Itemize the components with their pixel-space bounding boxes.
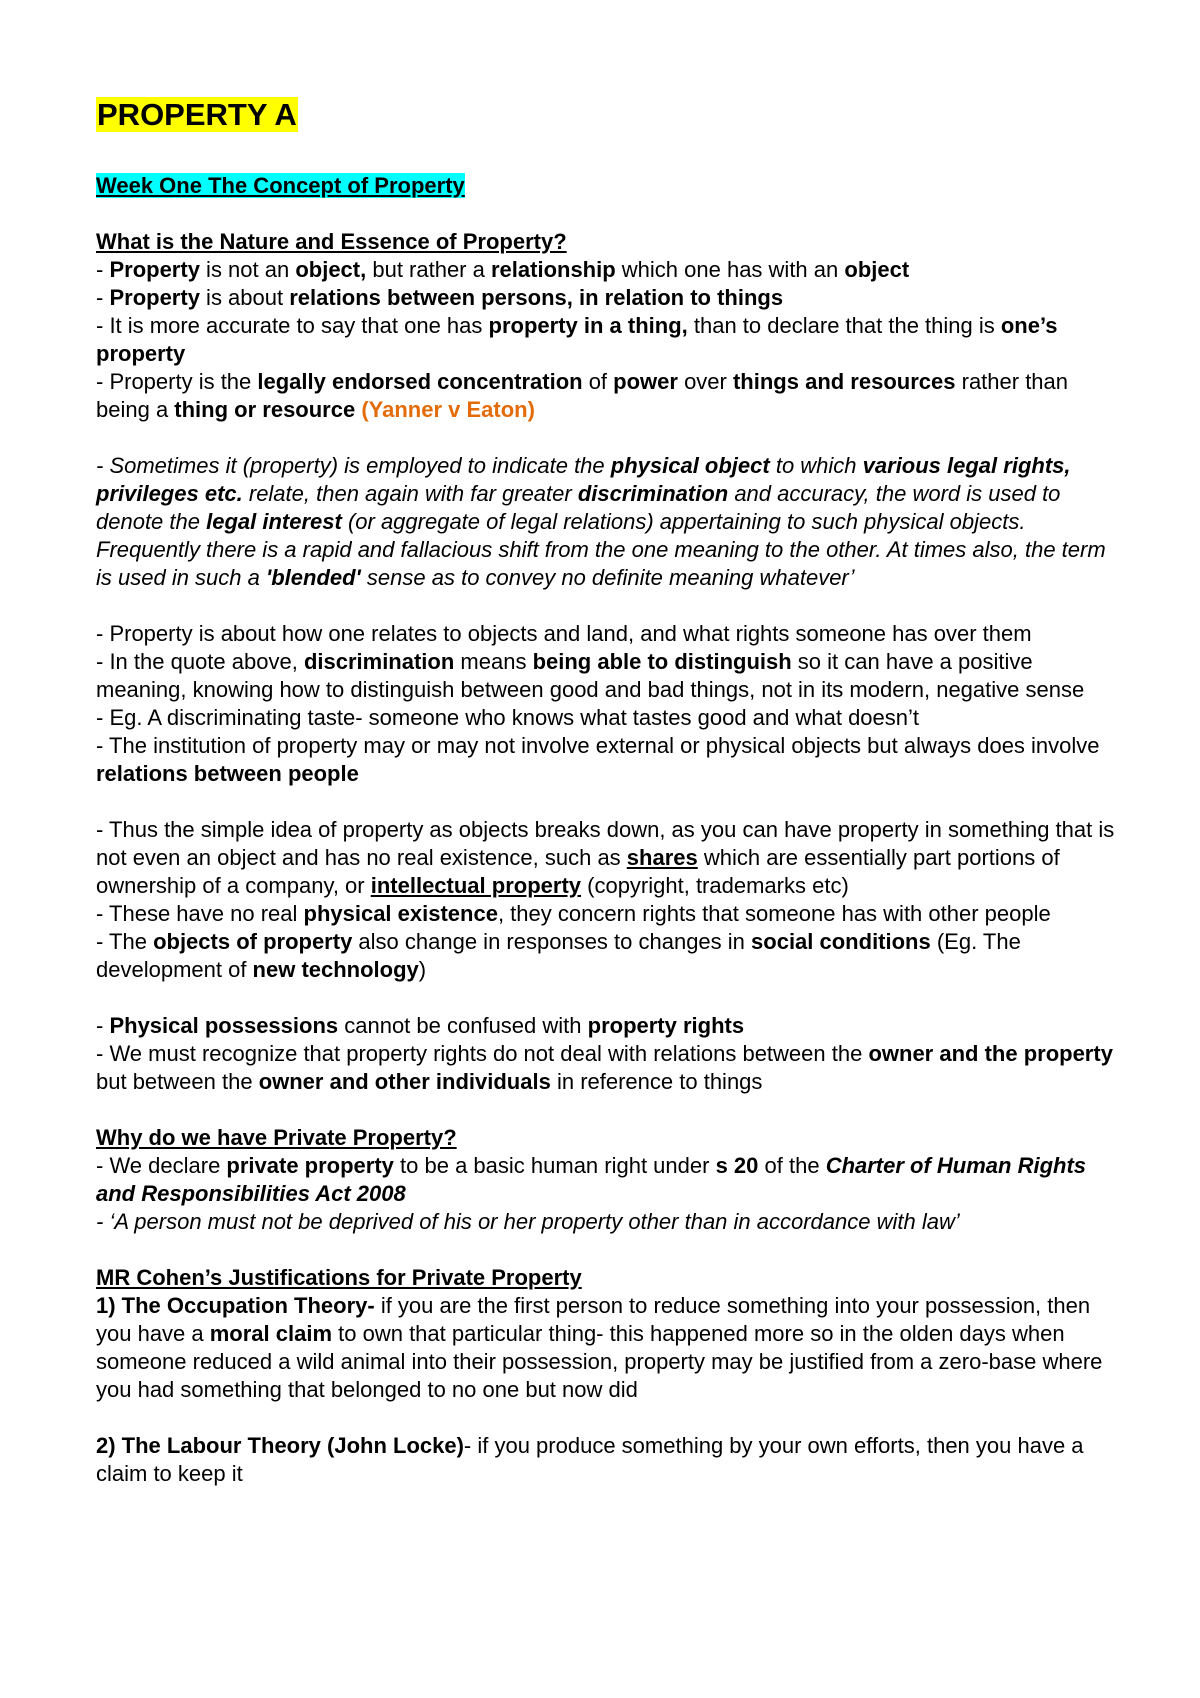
title-text: PROPERTY A xyxy=(97,97,297,132)
week-heading xyxy=(96,172,465,200)
paragraph: - Thus the simple idea of property as objects breaks down, as you can have property in something that is not even an object and has no real existence, such as shares which are essentially part portions of ownership of a company, or intellectual property (copyright, trademarks etc) xyxy=(96,817,1115,898)
document-body xyxy=(96,228,1126,1488)
paragraph: - We declare private property to be a basic human right under s 20 of the Charter of Human Rights and Responsibilities Act 2008 xyxy=(96,1153,1087,1206)
paragraph: - We must recognize that property rights do not deal with relations between the owner and the property but between the owner and other individuals in reference to things xyxy=(96,1041,1113,1094)
section-heading-private-property: Why do we have Private Property? xyxy=(96,1125,457,1150)
paragraph: - It is more accurate to say that one has property in a thing, than to declare that the thing is one’s property xyxy=(96,313,1058,366)
paragraph: - Property is not an object, but rather a relationship which one has with an object xyxy=(96,257,910,282)
quote-paragraph: - Sometimes it (property) is employed to indicate the physical object to which various legal rights, privileges etc. relate, then again with far greater discrimination and accuracy, the word is used to denote the legal interest (or aggregate of legal relations) appertaining to such physical objects. Frequently there is a rapid and fallacious shift from the one meaning to the other. At times also, the term is used in such a 'blended' sense as to convey no definite meaning whatever’ xyxy=(96,453,1106,590)
section-heading-nature: What is the Nature and Essence of Property? xyxy=(96,229,567,254)
paragraph: - These have no real physical existence, they concern rights that someone has with other people xyxy=(96,901,1051,926)
paragraph: - Eg. A discriminating taste- someone who knows what tastes good and what doesn’t xyxy=(96,705,920,730)
theory-occupation: 1) The Occupation Theory- if you are the first person to reduce something into your possession, then you have a moral claim to own that particular thing- this happened more so in the olden days when someone reduced a wild animal into their possession, property may be justified from a zero-base where you had something that belonged to no one but now did xyxy=(96,1293,1103,1402)
paragraph: - Physical possessions cannot be confused with property rights xyxy=(96,1013,745,1038)
paragraph: - Property is about relations between persons, in relation to things xyxy=(96,285,784,310)
section-heading-cohen: MR Cohen’s Justifications for Private Property xyxy=(96,1265,582,1290)
quote-line: - ‘A person must not be deprived of his or her property other than in accordance with law’ xyxy=(96,1209,960,1234)
week-heading-text: Week One The Concept of Property xyxy=(96,173,465,198)
paragraph: - Property is about how one relates to objects and land, and what rights someone has over them xyxy=(96,621,1032,646)
document-title xyxy=(96,94,298,136)
paragraph: - In the quote above, discrimination means being able to distinguish so it can have a positive meaning, knowing how to distinguish between good and bad things, not in its modern, negative sense xyxy=(96,649,1085,702)
paragraph: - The institution of property may or may not involve external or physical objects but always does involve relations between people xyxy=(96,733,1100,786)
case-citation: (Yanner v Eaton) xyxy=(361,397,535,422)
paragraph: - Property is the legally endorsed concentration of power over things and resources rather than being a thing or resource (Yanner v Eaton) xyxy=(96,369,1069,422)
paragraph: - The objects of property also change in responses to changes in social conditions (Eg. The development of new technology) xyxy=(96,929,1021,982)
theory-labour: 2) The Labour Theory (John Locke)- if you produce something by your own efforts, then you have a claim to keep it xyxy=(96,1433,1084,1486)
